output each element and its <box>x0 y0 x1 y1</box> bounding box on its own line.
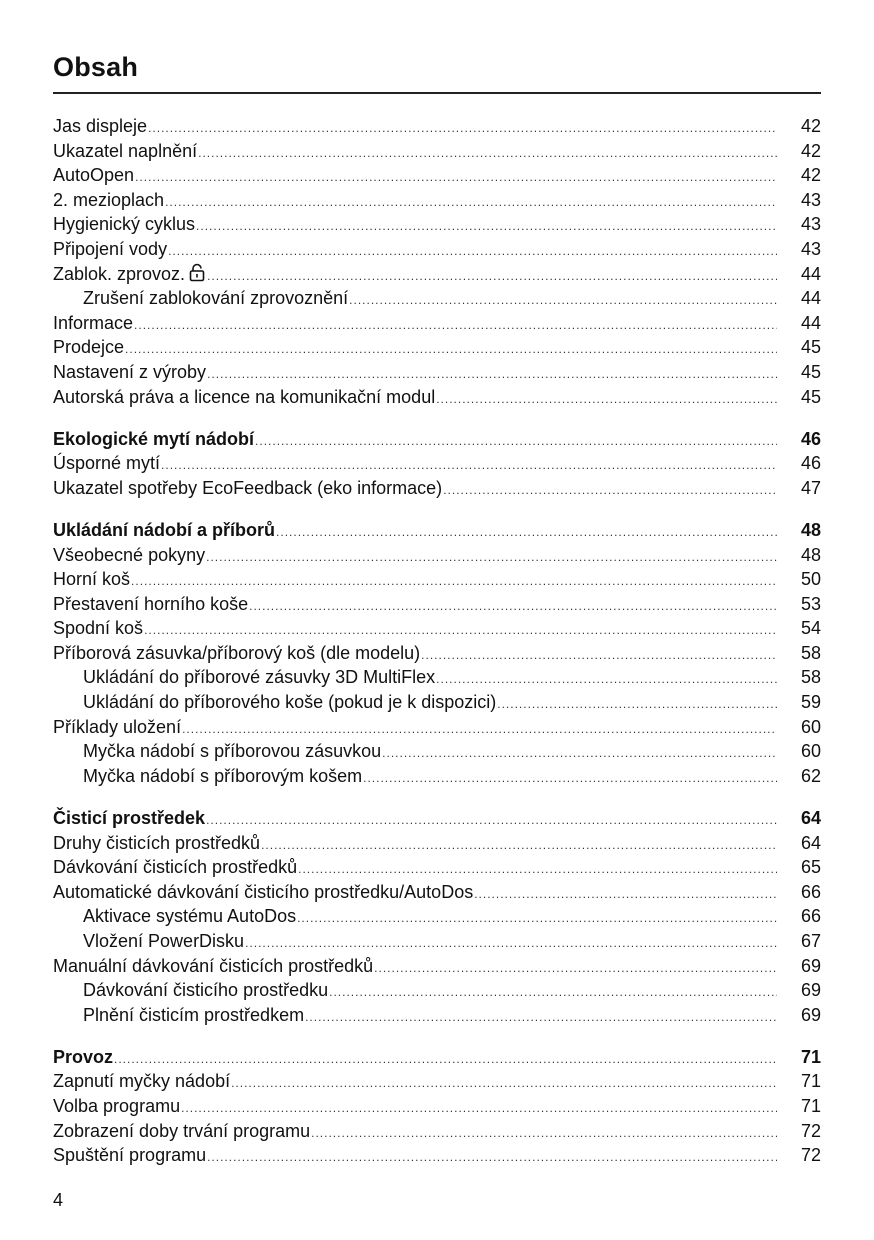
toc-entry[interactable] <box>53 543 821 568</box>
toc-entry[interactable] <box>53 1119 821 1144</box>
toc-page-number: 67 <box>800 930 821 951</box>
toc-leader-dots <box>207 264 777 287</box>
toc-entry-text: Přestavení horního koše <box>53 593 249 614</box>
toc-page-number: 44 <box>800 312 821 333</box>
toc-entry[interactable] <box>53 880 821 905</box>
toc-leader-dots <box>436 667 777 690</box>
toc-page-number: 45 <box>800 361 821 382</box>
toc-page-number: 46 <box>800 428 821 449</box>
toc-entry-label <box>53 311 133 336</box>
toc-section <box>53 114 821 409</box>
toc-page-number: 71 <box>800 1095 821 1116</box>
toc-entry-text: Zrušení zablokování zprovoznění <box>83 288 349 309</box>
toc-page-number: 42 <box>800 140 821 161</box>
toc-entry[interactable] <box>53 163 821 188</box>
toc-entry-label <box>83 1003 304 1028</box>
toc-entry[interactable] <box>53 739 821 764</box>
toc-leader-dots <box>125 337 777 360</box>
toc-leader-dots <box>421 643 777 666</box>
toc-entry[interactable] <box>53 904 821 929</box>
toc-entry-text: Informace <box>53 312 134 333</box>
toc-entry-text: Nastavení z výroby <box>53 361 207 382</box>
toc-entry[interactable] <box>53 188 821 213</box>
page-title: Obsah <box>53 52 139 82</box>
toc-entry-label <box>53 451 160 476</box>
toc-leader-dots <box>131 569 777 592</box>
toc-leader-dots <box>181 1096 777 1119</box>
toc-entry[interactable] <box>53 715 821 740</box>
toc-entry-text: AutoOpen <box>53 165 135 186</box>
toc-leader-dots <box>114 1047 777 1070</box>
toc-entry-text: Ukládání do příborové zásuvky 3D MultiFlex <box>83 667 436 688</box>
toc-entry-label <box>53 476 442 501</box>
toc-entry-label <box>53 262 206 287</box>
toc-leader-dots <box>231 1071 777 1094</box>
toc-entry-text: Všeobecné pokyny <box>53 544 206 565</box>
toc-entry-label <box>83 739 381 764</box>
toc-entry-label <box>53 188 164 213</box>
toc-entry-text: Automatické dávkování čisticího prostředku/AutoDos <box>53 881 474 902</box>
toc-entry[interactable] <box>53 592 821 617</box>
toc-entry[interactable] <box>53 360 821 385</box>
toc-entry-label <box>53 806 205 831</box>
toc-entry[interactable] <box>53 262 821 287</box>
toc-leader-dots <box>474 882 777 905</box>
toc-entry-text: Autorská práva a licence na komunikační modul <box>53 386 436 407</box>
toc-leader-dots <box>249 594 777 617</box>
toc-page-number: 69 <box>800 1004 821 1025</box>
toc-entry-label <box>53 139 197 164</box>
toc-page-number: 69 <box>800 980 821 1001</box>
toc-entry[interactable] <box>53 451 821 476</box>
toc-entry-label <box>53 1069 230 1094</box>
toc-entry-label <box>53 1143 206 1168</box>
toc-page-number: 71 <box>800 1046 821 1067</box>
toc-entry-text: Vložení PowerDisku <box>83 930 245 951</box>
toc-entry-text: Zapnutí myčky nádobí <box>53 1071 231 1092</box>
toc-entry-text: Plnění čisticím prostředkem <box>83 1004 305 1025</box>
toc-leader-dots <box>198 141 777 164</box>
toc-entry-label <box>83 904 296 929</box>
toc-leader-dots <box>206 545 777 568</box>
toc-leader-dots <box>135 165 777 188</box>
toc-entry[interactable] <box>53 690 821 715</box>
toc-entry[interactable] <box>53 212 821 237</box>
toc-page-number: 69 <box>800 955 821 976</box>
toc-leader-dots <box>161 453 777 476</box>
toc-entry[interactable] <box>53 1143 821 1168</box>
toc-chapter-entry[interactable] <box>53 1045 821 1070</box>
toc-entry-label <box>53 855 297 880</box>
toc-entry-label <box>53 1045 113 1070</box>
toc-leader-dots <box>382 741 777 764</box>
toc-entry-text: Prodejce <box>53 337 125 358</box>
toc-leader-dots <box>329 980 777 1003</box>
toc-leader-dots <box>363 766 777 789</box>
toc-entry[interactable] <box>53 114 821 139</box>
toc-entry-label <box>53 880 473 905</box>
toc-entry[interactable] <box>53 855 821 880</box>
toc-page-number: 60 <box>800 716 821 737</box>
toc-page-number: 48 <box>800 519 821 540</box>
page-number: 4 <box>53 1190 64 1210</box>
toc-page-number: 62 <box>800 765 821 786</box>
toc-page-number: 45 <box>800 386 821 407</box>
toc-page-number: 54 <box>800 618 821 639</box>
toc-chapter-entry[interactable] <box>53 518 821 543</box>
toc-page-number: 59 <box>800 692 821 713</box>
toc-entry-label <box>53 592 248 617</box>
toc-entry-label <box>53 237 167 262</box>
toc-entry-label <box>53 212 195 237</box>
toc-entry[interactable] <box>53 1069 821 1094</box>
toc-entry-label <box>53 715 181 740</box>
toc-section <box>53 806 821 1027</box>
toc-entry-text: Provoz <box>53 1046 114 1067</box>
toc-entry-text: 2. mezioplach <box>53 189 165 210</box>
toc-entry-text: Spuštění programu <box>53 1145 207 1166</box>
toc-leader-dots <box>245 931 777 954</box>
toc-entry-text: Ekologické mytí nádobí <box>53 428 255 449</box>
toc-page-number: 50 <box>800 569 821 590</box>
toc-entry-label <box>83 665 435 690</box>
toc-entry-label <box>53 360 206 385</box>
toc-page-number: 72 <box>800 1120 821 1141</box>
toc-entry-label <box>53 1119 310 1144</box>
toc-leader-dots <box>144 618 777 641</box>
toc-entry-label <box>53 335 124 360</box>
toc-leader-dots <box>134 313 777 336</box>
toc-entry[interactable] <box>53 616 821 641</box>
toc-page-number: 66 <box>800 906 821 927</box>
toc-entry[interactable] <box>53 385 821 410</box>
toc-entry-text: Zobrazení doby trvání programu <box>53 1120 311 1141</box>
toc-entry[interactable] <box>53 237 821 262</box>
lock-icon <box>188 263 206 287</box>
toc-entry-text: Druhy čisticích prostředků <box>53 832 261 853</box>
toc-leader-dots <box>298 857 777 880</box>
toc-leader-dots <box>206 808 777 831</box>
toc-page-number: 42 <box>800 116 821 136</box>
toc-section <box>53 518 821 789</box>
toc-leader-dots <box>255 429 777 452</box>
toc-entry[interactable] <box>53 335 821 360</box>
toc-leader-dots <box>261 833 777 856</box>
toc-entry-text: Ukazatel naplnění <box>53 140 198 161</box>
toc-page-number: 47 <box>800 477 821 498</box>
toc-entry-text: Úsporné mytí <box>53 453 161 474</box>
toc-entry[interactable] <box>53 954 821 979</box>
toc-entry[interactable] <box>53 641 821 666</box>
toc-page-number: 44 <box>800 288 821 309</box>
toc-page-number: 45 <box>800 337 821 358</box>
toc-entry-text: Dávkování čisticího prostředku <box>83 980 329 1001</box>
toc-entry-text: Myčka nádobí s příborovou zásuvkou <box>83 741 382 762</box>
toc-entry-text: Připojení vody <box>53 238 168 259</box>
toc-entry[interactable] <box>53 929 821 954</box>
toc-entry[interactable] <box>53 978 821 1003</box>
toc-entry-label <box>83 690 496 715</box>
toc-entry[interactable] <box>53 567 821 592</box>
toc-entry-text: Zablok. zprovoz. <box>53 263 186 284</box>
toc-entry-label <box>53 831 260 856</box>
toc-leader-dots <box>207 1145 777 1168</box>
toc-page-number: 43 <box>800 214 821 235</box>
toc-leader-dots <box>297 906 777 929</box>
toc-entry[interactable] <box>53 764 821 789</box>
toc-page-number: 58 <box>800 642 821 663</box>
toc-entry-label <box>53 567 130 592</box>
toc-entry-label <box>53 543 205 568</box>
toc-page-number: 66 <box>800 881 821 902</box>
toc-entry-label <box>53 641 420 666</box>
toc-page-number: 46 <box>800 453 821 474</box>
toc-entry-label <box>53 1094 180 1119</box>
toc-entry-label <box>83 929 244 954</box>
toc-leader-dots <box>196 214 777 237</box>
toc-chapter-entry[interactable] <box>53 427 821 452</box>
toc-entry-label <box>83 764 362 789</box>
toc-page-number: 43 <box>800 238 821 259</box>
toc-entry-label <box>53 163 134 188</box>
toc-leader-dots <box>311 1121 777 1144</box>
toc-entry[interactable] <box>53 1003 821 1028</box>
toc-page-number: 65 <box>800 857 821 878</box>
toc-page-number: 64 <box>800 807 821 828</box>
toc-entry-text: Ukládání do příborového koše (pokud je k dispozici) <box>83 692 497 713</box>
toc-entry-text: Čisticí prostředek <box>53 807 206 828</box>
toc-page-number: 43 <box>800 189 821 210</box>
toc-entry-label <box>53 114 147 139</box>
toc-leader-dots <box>207 362 777 385</box>
toc-entry-label <box>83 286 348 311</box>
table-of-contents <box>53 114 821 1168</box>
toc-entry-text: Dávkování čisticích prostředků <box>53 857 298 878</box>
toc-entry[interactable] <box>53 311 821 336</box>
toc-entry-label <box>83 978 328 1003</box>
toc-leader-dots <box>148 116 777 139</box>
toc-entry[interactable] <box>53 665 821 690</box>
title-divider <box>53 92 821 94</box>
toc-entry-label <box>53 518 275 543</box>
toc-page-number: 72 <box>800 1145 821 1166</box>
toc-entry-text: Horní koš <box>53 569 131 590</box>
toc-entry-text: Ukazatel spotřeby EcoFeedback (eko informace) <box>53 477 443 498</box>
toc-entry-text: Aktivace systému AutoDos <box>83 906 297 927</box>
toc-page-number: 44 <box>800 263 821 284</box>
toc-chapter-entry[interactable] <box>53 806 821 831</box>
toc-section <box>53 427 821 501</box>
toc-entry-label <box>53 427 254 452</box>
toc-leader-dots <box>165 190 777 213</box>
toc-entry[interactable] <box>53 286 821 311</box>
toc-entry-text: Ukládání nádobí a příborů <box>53 519 276 540</box>
toc-leader-dots <box>276 520 777 543</box>
toc-entry-label <box>53 616 143 641</box>
toc-entry-text: Příborová zásuvka/příborový koš (dle modelu) <box>53 642 421 663</box>
toc-page-number: 64 <box>800 832 821 853</box>
toc-entry-text: Spodní koš <box>53 618 144 639</box>
toc-leader-dots <box>182 717 777 740</box>
toc-page-number: 58 <box>800 667 821 688</box>
toc-leader-dots <box>443 478 777 501</box>
toc-leader-dots <box>349 288 777 311</box>
toc-page-number: 42 <box>800 165 821 186</box>
toc-section <box>53 1045 821 1168</box>
toc-entry-text: Manuální dávkování čisticích prostředků <box>53 955 374 976</box>
toc-leader-dots <box>168 239 777 262</box>
toc-entry[interactable] <box>53 139 821 164</box>
toc-leader-dots <box>374 956 777 979</box>
toc-entry-label <box>53 385 435 410</box>
toc-leader-dots <box>305 1005 777 1028</box>
toc-entry-text: Hygienický cyklus <box>53 214 196 235</box>
toc-entry[interactable] <box>53 831 821 856</box>
toc-entry-text: Volba programu <box>53 1095 181 1116</box>
toc-entry-label <box>53 954 373 979</box>
toc-entry-text: Myčka nádobí s příborovým košem <box>83 765 363 786</box>
toc-page-number: 48 <box>800 544 821 565</box>
toc-entry-text: Příklady uložení <box>53 716 182 737</box>
toc-entry[interactable] <box>53 476 821 501</box>
toc-leader-dots <box>497 692 777 715</box>
toc-leader-dots <box>436 387 777 410</box>
toc-page-number: 53 <box>800 593 821 614</box>
toc-page-number: 60 <box>800 741 821 762</box>
toc-entry[interactable] <box>53 1094 821 1119</box>
toc-entry-text: Jas displeje <box>53 116 148 136</box>
toc-page-number: 71 <box>800 1071 821 1092</box>
